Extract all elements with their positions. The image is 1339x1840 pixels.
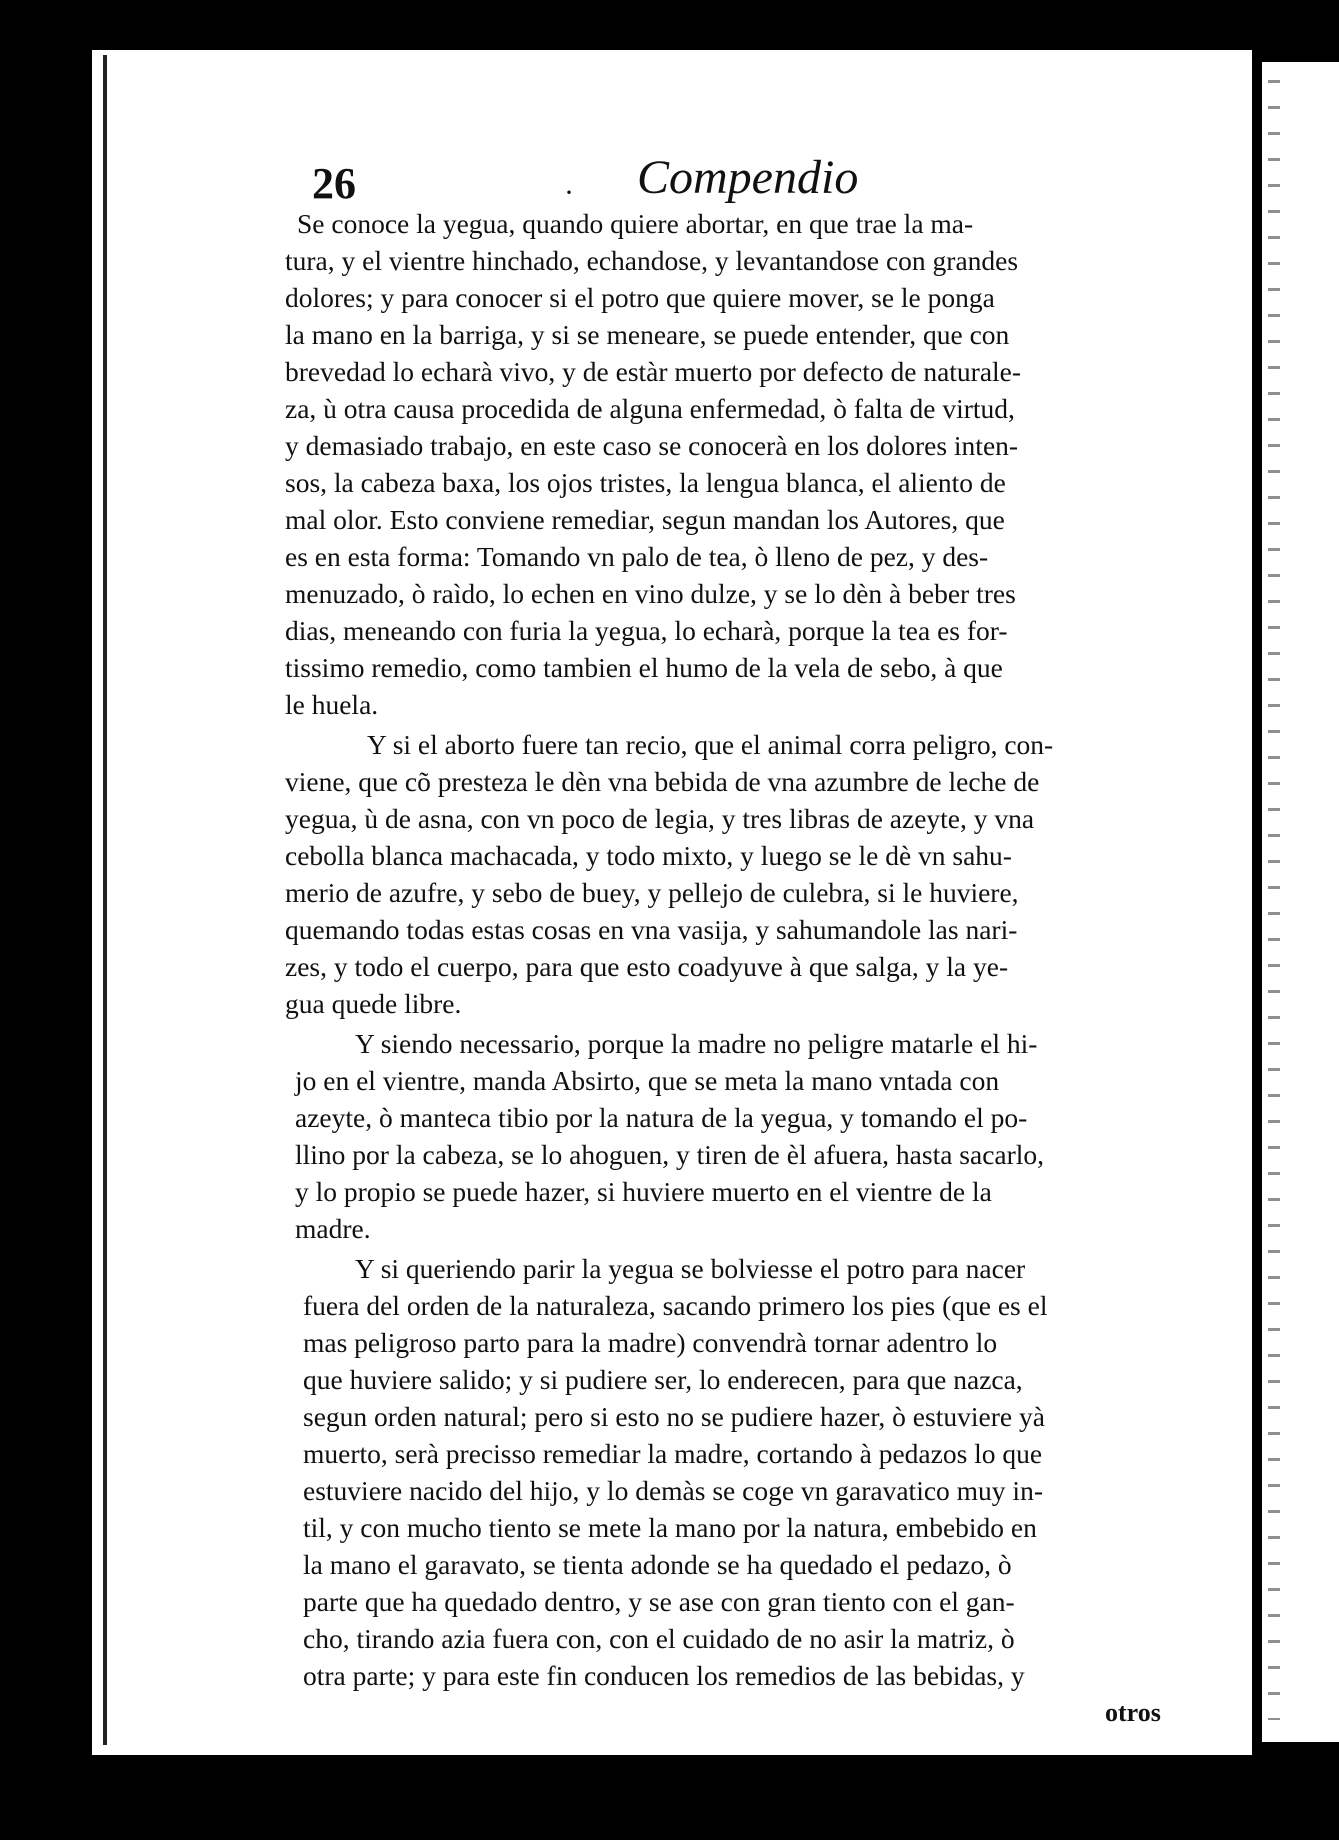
text-line: yegua, ù de asna, con vn poco de legia, y tres libras de azeyte, y vna (285, 803, 1035, 834)
text-line: Y si queriendo parir la yegua se bolviesse el potro para nacer (355, 1253, 1026, 1284)
text-line: til, y con mucho tiento se mete la mano por la natura, embebido en (303, 1512, 1037, 1543)
text-line: que huviere salido; y si pudiere ser, lo enderecen, para que nazca, (303, 1364, 1023, 1395)
text-line: menuzado, ò raìdo, lo echen en vino dulze, y se lo dèn à beber tres (285, 578, 1016, 609)
body-text (285, 205, 1155, 1694)
text-line: za, ù otra causa procedida de alguna enfermedad, ò falta de virtud, (285, 393, 1015, 424)
text-line: merio de azufre, y sebo de buey, y pellejo de culebra, si le huviere, (285, 877, 1019, 908)
text-line: tissimo remedio, como tambien el humo de la vela de sebo, à que (285, 652, 1003, 683)
text-line: la mano en la barriga, y si se meneare, se puede entender, que con (285, 319, 1010, 350)
page-number: 26 (312, 159, 356, 208)
text-line: estuviere nacido del hijo, y lo demàs se coge vn garavatico muy in- (303, 1475, 1043, 1506)
text-line: tura, y el vientre hinchado, echandose, y levantandose con grandes (285, 245, 1019, 276)
text-line: fuera del orden de la naturaleza, sacando primero los pies (que es el (303, 1290, 1048, 1321)
text-line: gua quede libre. (285, 988, 462, 1019)
text-line: mal olor. Esto conviene remediar, segun mandan los Autores, que (285, 504, 1005, 535)
paragraph (295, 1025, 1155, 1247)
paragraph (285, 726, 1155, 1022)
text-line: segun orden natural; pero si esto no se pudiere hazer, ò estuviere yà (303, 1401, 1045, 1432)
text-line: y lo propio se puede hazer, si huviere muerto en el vientre de la (295, 1176, 992, 1207)
catchword: otros (1105, 1698, 1161, 1727)
text-line: azeyte, ò manteca tibio por la natura de la yegua, y tomando el po- (295, 1102, 1028, 1133)
text-line: llino por la cabeza, se lo ahoguen, y tiren de èl afuera, hasta sacarlo, (295, 1139, 1045, 1170)
text-line: otra parte; y para este fin conducen los remedios de las bebidas, y (303, 1660, 1025, 1691)
paragraph (303, 1250, 1155, 1694)
header-dot: · (564, 176, 574, 209)
text-line: Se conoce la yegua, quando quiere abortar, en que trae la ma- (297, 208, 974, 239)
text-line: y demasiado trabajo, en este caso se conocerà en los dolores inten- (285, 430, 1019, 461)
text-line: viene, que cõ presteza le dèn vna bebida de vna azumbre de leche de (285, 766, 1040, 797)
running-title: Compendio (637, 151, 859, 204)
text-line: zes, y todo el cuerpo, para que esto coadyuve à que salga, y la ye- (285, 951, 1009, 982)
text-line: dolores; y para conocer si el potro que quiere mover, se le ponga (285, 282, 995, 313)
text-line: sos, la cabeza baxa, los ojos tristes, la lengua blanca, el aliento de (285, 467, 1006, 498)
text-line: quemando todas estas cosas en vna vasija, y sahumandole las nari- (285, 914, 1018, 945)
text-line: madre. (295, 1213, 371, 1244)
paragraph (285, 205, 1155, 723)
text-line: cho, tirando azia fuera con, con el cuidado de no asir la matriz, ò (303, 1623, 1015, 1654)
text-line: mas peligroso parto para la madre) convendrà tornar adentro lo (303, 1327, 998, 1358)
text-line: la mano el garavato, se tienta adonde se ha quedado el pedazo, ò (303, 1549, 1012, 1580)
page-edge (103, 55, 107, 1745)
text-line: brevedad lo echarà vivo, y de estàr muerto por defecto de naturale- (285, 356, 1022, 387)
text-line: muerto, serà precisso remediar la madre, cortando à pedazos lo que (303, 1438, 1043, 1469)
text-line: Y si el aborto fuere tan recio, que el animal corra peligro, con- (367, 729, 1054, 760)
facing-page-marks (1268, 80, 1280, 1720)
text-line: le huela. (285, 689, 379, 720)
text-line: jo en el vientre, manda Absirto, que se meta la mano vntada con (295, 1065, 1000, 1096)
text-line: cebolla blanca machacada, y todo mixto, y luego se le dè vn sahu- (285, 840, 1012, 871)
text-line: parte que ha quedado dentro, y se ase con gran tiento con el gan- (303, 1586, 1015, 1617)
text-line: dias, meneando con furia la yegua, lo echarà, porque la tea es for- (285, 615, 1008, 646)
text-line: Y siendo necessario, porque la madre no peligre matarle el hi- (355, 1028, 1038, 1059)
text-line: es en esta forma: Tomando vn palo de tea, ò lleno de pez, y des- (285, 541, 989, 572)
gutter (1252, 50, 1262, 1755)
